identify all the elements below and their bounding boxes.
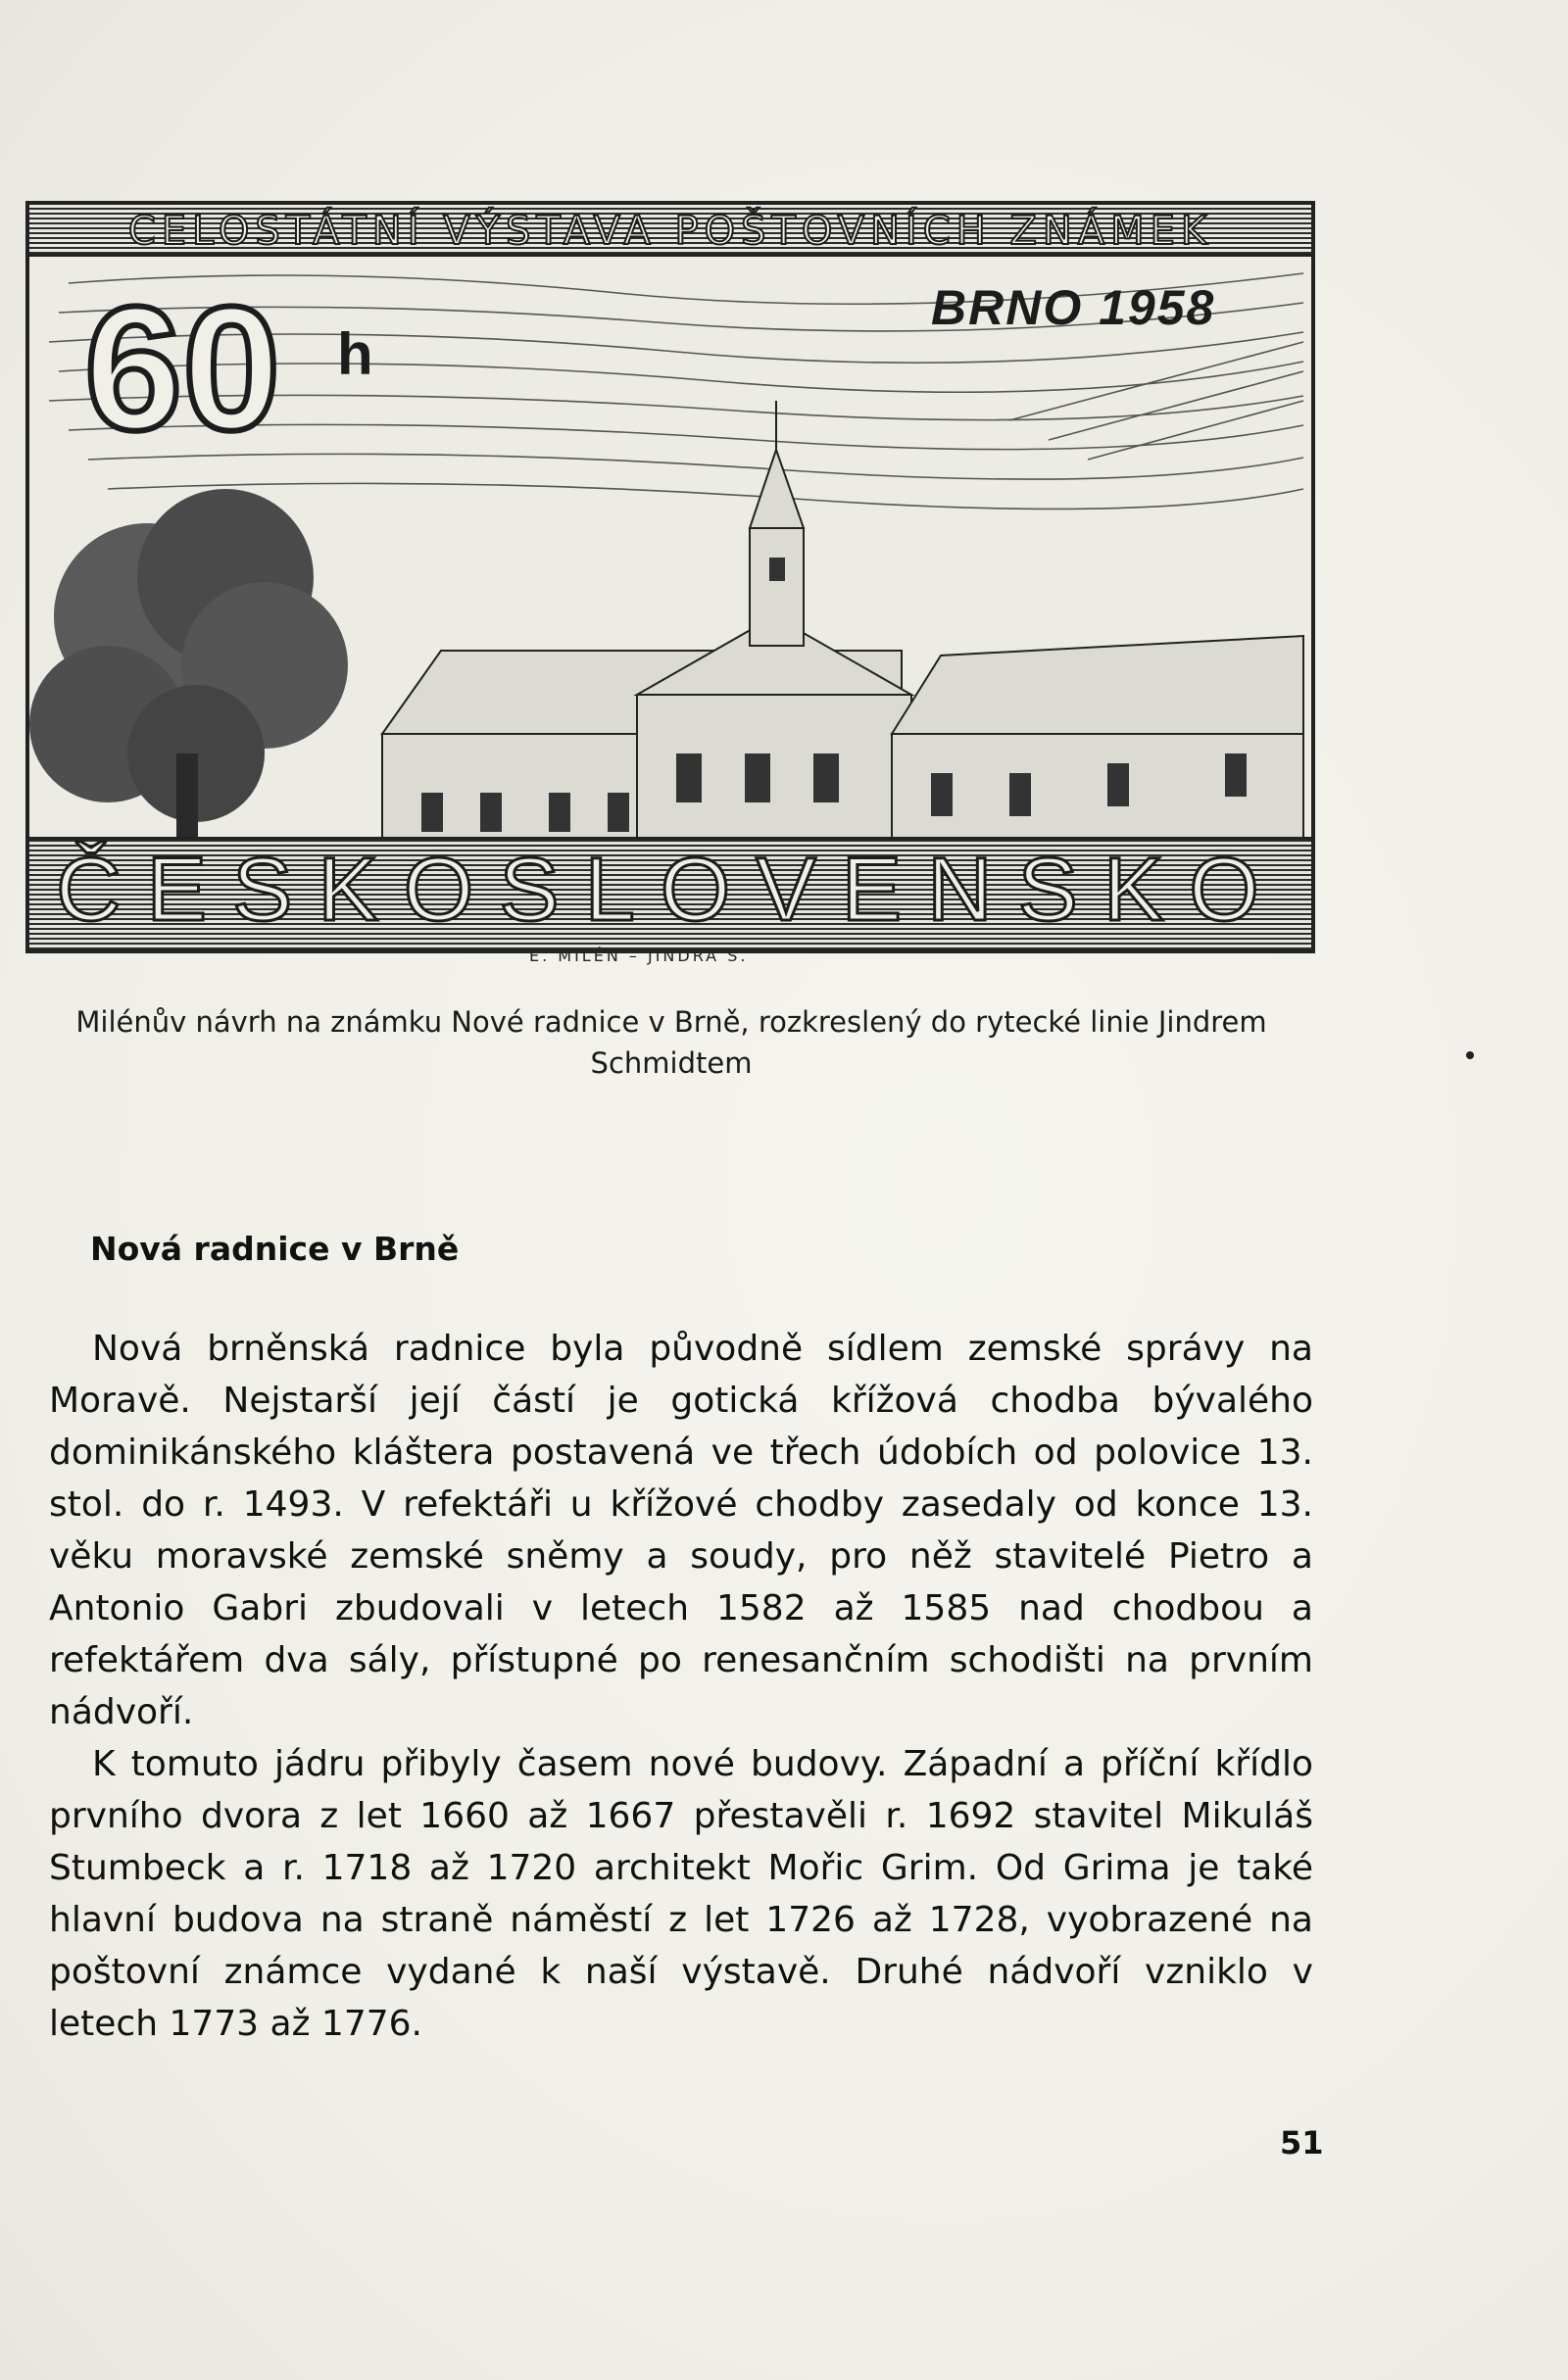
- stamp-city-year: BRNO 1958: [931, 280, 1216, 335]
- stamp-signature: E. MILÉN – JINDRA S.: [529, 947, 749, 965]
- figure-caption: Milénův návrh na známku Nové radnice v Brně, rozkreslený do rytecké linie Jindrem Schmidtem: [75, 1005, 1267, 1080]
- paragraph: K tomuto jádru přibyly časem nové budovy. Západní a příční křídlo prvního dvora z let 1660 až 1667 přestavěli r. 1692 stavitel Mikuláš Stumbeck a r. 1718 až 1720 architekt Mořic Grim. Od Grima je také hlavní budova na straně náměstí z let 1726 až 1728, vyobrazené na poštovní známce vydané k naší výstavě. Druhé nádvoří vzniklo v letech 1773 až 1776.: [49, 1744, 1313, 2044]
- page-mark: [1466, 1051, 1474, 1059]
- body-text: [49, 1323, 1313, 2050]
- stamp-country: ČESKOSLOVENSKO: [56, 840, 1285, 940]
- stamp-value: 60: [84, 270, 281, 467]
- stamp-top-band: [29, 205, 1311, 257]
- stamp-unit: h: [337, 321, 373, 387]
- section-heading: Nová radnice v Brně: [90, 1230, 460, 1268]
- stamp-bottom-band: [29, 837, 1311, 949]
- paragraph: Nová brněnská radnice byla původně sídlem zemské správy na Moravě. Nejstarší její částí je gotická křížová chodba bývalého dominikánského kláštera postavená ve třech údobích od polovice 13. stol. do r. 1493. V refektáři u křížové chodby zasedaly od konce 13. věku moravské zemské sněmy a soudy, pro něž stavitelé Pietro a Antonio Gabri zbudovali v letech 1582 až 1585 nad chodbou a refektářem dva sály, přístupné po renesančním schodišti na prvním nádvoří.: [49, 1329, 1313, 1732]
- page-number: 51: [1280, 2124, 1324, 2161]
- postage-stamp-illustration: [25, 201, 1315, 953]
- stamp-top-text: CELOSTÁTNÍ VÝSTAVA POŠTOVNÍCH ZNÁMEK: [127, 209, 1213, 254]
